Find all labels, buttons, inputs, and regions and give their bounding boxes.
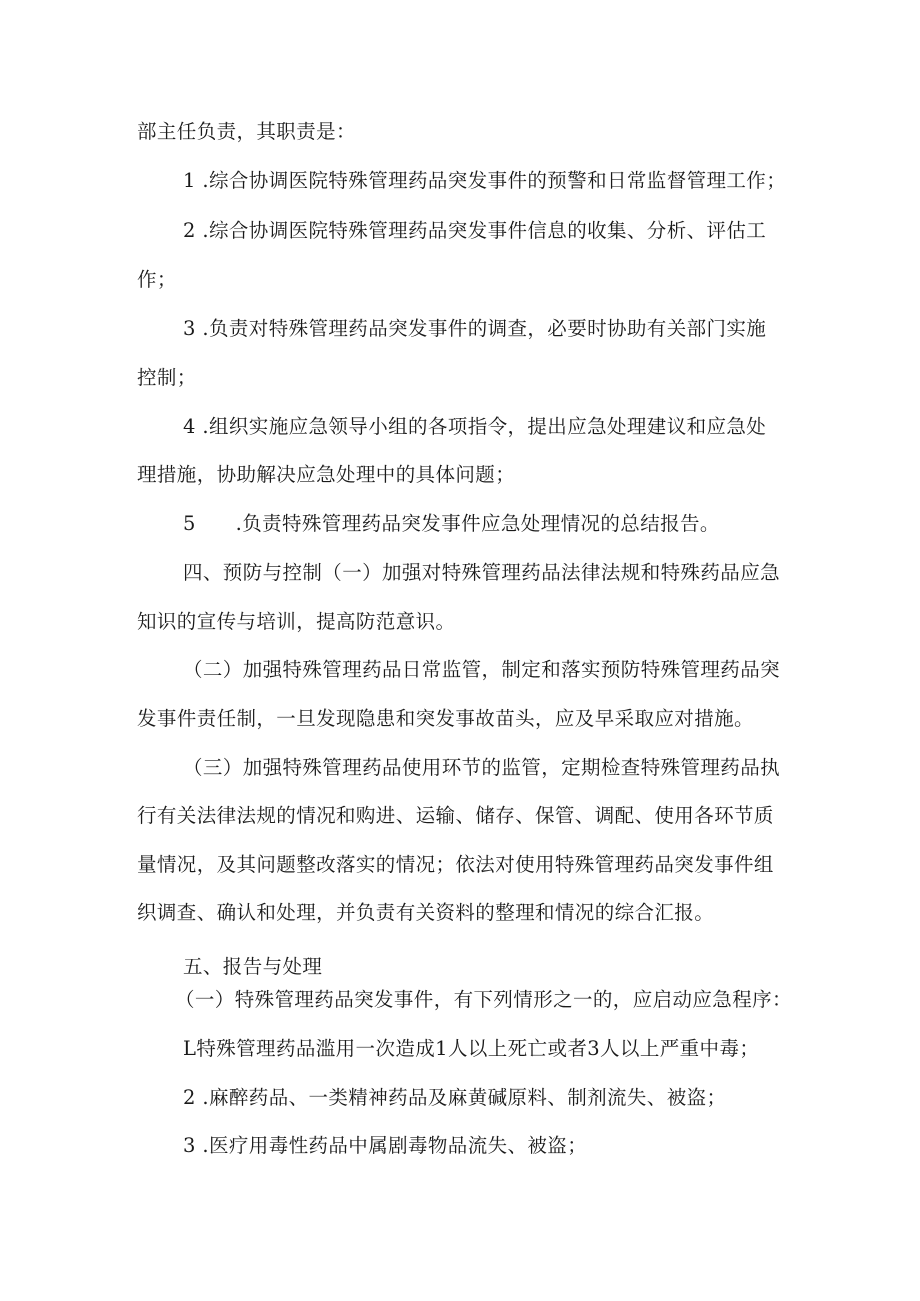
text-line: 理措施，协助解决应急处理中的具体问题；: [137, 463, 516, 486]
section-heading: 五、报告与处理: [183, 955, 323, 978]
text-line: 2 .麻醉药品、一类精神药品及麻黄碱原料、制剂流失、被盗；: [183, 1086, 727, 1109]
text-line: 5 .负责特殊管理药品突发事件应急处理情况的总结报告。: [183, 512, 720, 535]
text-line: 部主任负责，其职责是：: [137, 120, 356, 143]
text-line: （三）加强特殊管理药品使用环节的监管，定期检查特殊管理药品执: [183, 756, 781, 779]
text-line: 量情况，及其问题整改落实的情况；依法对使用特殊管理药品突发事件组: [137, 853, 774, 876]
text-line: 2 .综合协调医院特殊管理药品突发事件信息的收集、分析、评估工: [183, 219, 767, 242]
text-line: L特殊管理药品滥用一次造成1人以上死亡或者3人以上严重中毒；: [183, 1037, 760, 1060]
text-line: 行有关法律法规的情况和购进、运输、储存、保管、调配、使用各环节质: [137, 804, 774, 827]
text-line: 4 .组织实施应急领导小组的各项指令，提出应急处理建议和应急处: [183, 415, 767, 438]
text-line: （一）特殊管理药品突发事件，有下列情形之一的，应启动应急程序：: [175, 988, 792, 1011]
text-line: 3 .负责对特殊管理药品突发事件的调查，必要时协助有关部门实施: [183, 317, 767, 340]
text-line: 控制；: [137, 366, 197, 389]
text-line: 作；: [137, 268, 177, 291]
text-line: 3 .医疗用毒性药品中属剧毒物品流失、被盗；: [183, 1134, 588, 1157]
text-line: 发事件责任制，一旦发现隐患和突发事故苗头，应及早采取应对措施。: [137, 707, 754, 730]
text-line: （二）加强特殊管理药品日常监管，制定和落实预防特殊管理药品突: [183, 658, 781, 681]
text-line: 知识的宣传与培训，提高防范意识。: [137, 610, 456, 633]
text-line: 1 .综合协调医院特殊管理药品突发事件的预警和日常监督管理工作；: [183, 169, 787, 192]
text-line: 四、预防与控制（一）加强对特殊管理药品法律法规和特殊药品应急: [183, 561, 781, 584]
text-line: 织调查、确认和处理，并负责有关资料的整理和情况的综合汇报。: [137, 901, 715, 924]
